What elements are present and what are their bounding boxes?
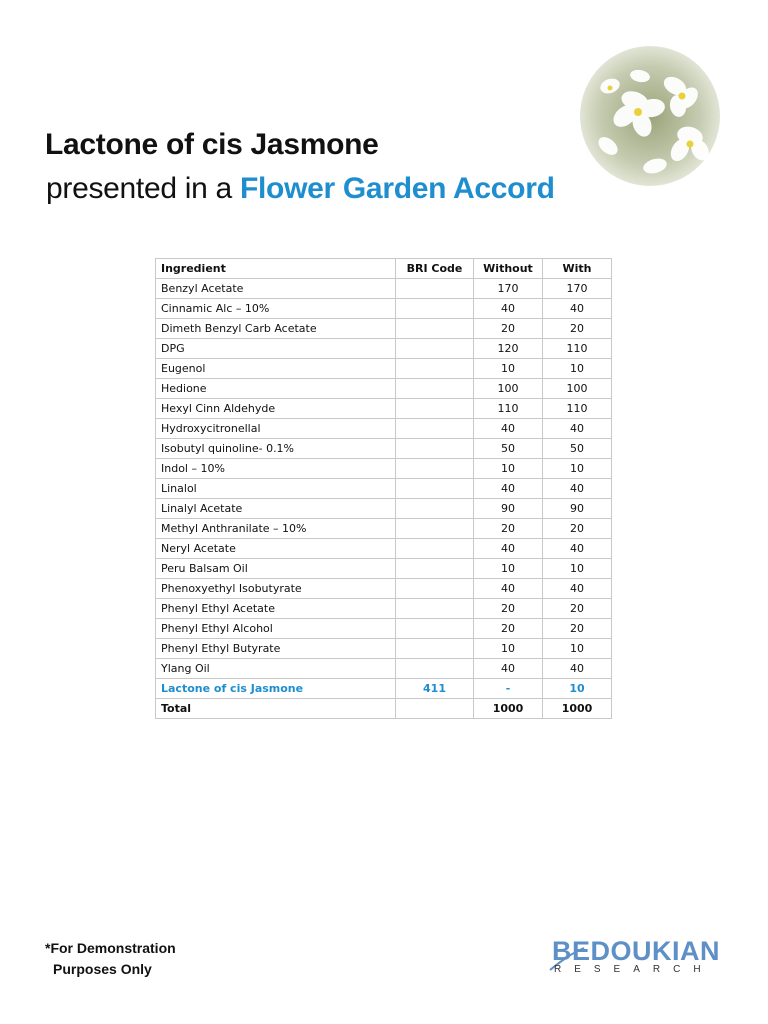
cell-bri-code [396, 379, 474, 399]
cell-with: 1000 [543, 699, 612, 719]
cell-bri-code [396, 479, 474, 499]
cell-with: 50 [543, 439, 612, 459]
cell-with: 170 [543, 279, 612, 299]
table-row [156, 599, 612, 619]
cell-bri-code [396, 539, 474, 559]
cell-ingredient: Linalyl Acetate [156, 499, 396, 519]
cell-with: 20 [543, 599, 612, 619]
cell-with: 10 [543, 359, 612, 379]
cell-ingredient: Hydroxycitronellal [156, 419, 396, 439]
cell-with: 20 [543, 319, 612, 339]
footnote [45, 938, 176, 980]
cell-ingredient: Indol – 10% [156, 459, 396, 479]
table-row [156, 379, 612, 399]
cell-with: 40 [543, 479, 612, 499]
cell-with: 40 [543, 659, 612, 679]
cell-with: 110 [543, 339, 612, 359]
cell-without: 10 [474, 639, 543, 659]
cell-bri-code [396, 639, 474, 659]
cell-ingredient: Neryl Acetate [156, 539, 396, 559]
cell-without: 20 [474, 619, 543, 639]
cell-with: 90 [543, 499, 612, 519]
cell-ingredient: Ylang Oil [156, 659, 396, 679]
logo-brand: BEDOUKIAN [552, 936, 721, 966]
cell-without: 50 [474, 439, 543, 459]
cell-bri-code [396, 499, 474, 519]
header-with: With [543, 259, 612, 279]
cell-without: 10 [474, 359, 543, 379]
cell-with: 10 [543, 459, 612, 479]
cell-without: 20 [474, 599, 543, 619]
cell-bri-code [396, 359, 474, 379]
cell-bri-code [396, 439, 474, 459]
cell-bri-code [396, 519, 474, 539]
table-row [156, 279, 612, 299]
jasmine-flower-image [580, 46, 720, 186]
bedoukian-logo [548, 936, 728, 980]
table-row [156, 459, 612, 479]
cell-ingredient: Phenyl Ethyl Acetate [156, 599, 396, 619]
cell-without: 40 [474, 299, 543, 319]
cell-ingredient: DPG [156, 339, 396, 359]
cell-ingredient: Phenyl Ethyl Butyrate [156, 639, 396, 659]
cell-with: 40 [543, 299, 612, 319]
cell-bri-code [396, 559, 474, 579]
cell-without: 40 [474, 659, 543, 679]
cell-ingredient: Benzyl Acetate [156, 279, 396, 299]
cell-bri-code [396, 459, 474, 479]
cell-ingredient: Eugenol [156, 359, 396, 379]
cell-bri-code [396, 399, 474, 419]
cell-with: 10 [543, 559, 612, 579]
cell-bri-code [396, 579, 474, 599]
table-header-row [156, 259, 612, 279]
cell-without: 170 [474, 279, 543, 299]
cell-ingredient: Total [156, 699, 396, 719]
table-row [156, 639, 612, 659]
table-row [156, 399, 612, 419]
table-row [156, 579, 612, 599]
cell-ingredient: Hexyl Cinn Aldehyde [156, 399, 396, 419]
cell-without: 90 [474, 499, 543, 519]
cell-without: 40 [474, 419, 543, 439]
table-row [156, 659, 612, 679]
table-row [156, 559, 612, 579]
table-row [156, 539, 612, 559]
cell-ingredient: Hedione [156, 379, 396, 399]
header-ingredient: Ingredient [156, 259, 396, 279]
cell-without: 20 [474, 519, 543, 539]
cell-ingredient: Methyl Anthranilate – 10% [156, 519, 396, 539]
table-row [156, 299, 612, 319]
table-row [156, 439, 612, 459]
cell-without: 10 [474, 559, 543, 579]
page-title: Lactone of cis Jasmone [45, 128, 379, 161]
table-row [156, 499, 612, 519]
cell-without: 40 [474, 579, 543, 599]
cell-with: 110 [543, 399, 612, 419]
table-row [156, 319, 612, 339]
cell-without: 100 [474, 379, 543, 399]
cell-ingredient: Dimeth Benzyl Carb Acetate [156, 319, 396, 339]
cell-with: 20 [543, 519, 612, 539]
cell-with: 10 [543, 639, 612, 659]
formula-table [155, 258, 612, 719]
cell-without: 40 [474, 479, 543, 499]
cell-bri-code [396, 419, 474, 439]
table-row [156, 339, 612, 359]
header-without: Without [474, 259, 543, 279]
table-row [156, 479, 612, 499]
cell-without: - [474, 679, 543, 699]
cell-without: 20 [474, 319, 543, 339]
cell-bri-code [396, 599, 474, 619]
footnote-line1: *For Demonstration [45, 940, 176, 956]
cell-with: 100 [543, 379, 612, 399]
cell-ingredient: Isobutyl quinoline- 0.1% [156, 439, 396, 459]
cell-bri-code [396, 319, 474, 339]
cell-ingredient: Peru Balsam Oil [156, 559, 396, 579]
table-row-highlight [156, 679, 612, 699]
cell-with: 40 [543, 579, 612, 599]
cell-ingredient: Lactone of cis Jasmone [156, 679, 396, 699]
cell-ingredient: Phenoxyethyl Isobutyrate [156, 579, 396, 599]
cell-without: 110 [474, 399, 543, 419]
logo-sub: RESEARCH [554, 964, 714, 975]
cell-ingredient: Linalol [156, 479, 396, 499]
cell-bri-code [396, 339, 474, 359]
table-row [156, 619, 612, 639]
cell-bri-code [396, 699, 474, 719]
cell-without: 10 [474, 459, 543, 479]
cell-ingredient: Phenyl Ethyl Alcohol [156, 619, 396, 639]
footnote-line2: Purposes Only [53, 961, 152, 977]
cell-with: 20 [543, 619, 612, 639]
cell-bri-code [396, 299, 474, 319]
subtitle-prefix: presented in a [46, 172, 240, 205]
table-row [156, 359, 612, 379]
table-row [156, 519, 612, 539]
cell-without: 1000 [474, 699, 543, 719]
subtitle-accent: Flower Garden Accord [239, 172, 555, 205]
cell-with: 10 [543, 679, 612, 699]
cell-bri-code [396, 279, 474, 299]
cell-with: 40 [543, 539, 612, 559]
cell-bri-code [396, 619, 474, 639]
cell-without: 40 [474, 539, 543, 559]
cell-bri-code: 411 [396, 679, 474, 699]
cell-bri-code [396, 659, 474, 679]
table-row-total [156, 699, 612, 719]
cell-ingredient: Cinnamic Alc – 10% [156, 299, 396, 319]
cell-with: 40 [543, 419, 612, 439]
page-subtitle [46, 172, 555, 206]
table-row [156, 419, 612, 439]
header-bri-code: BRI Code [396, 259, 474, 279]
cell-without: 120 [474, 339, 543, 359]
